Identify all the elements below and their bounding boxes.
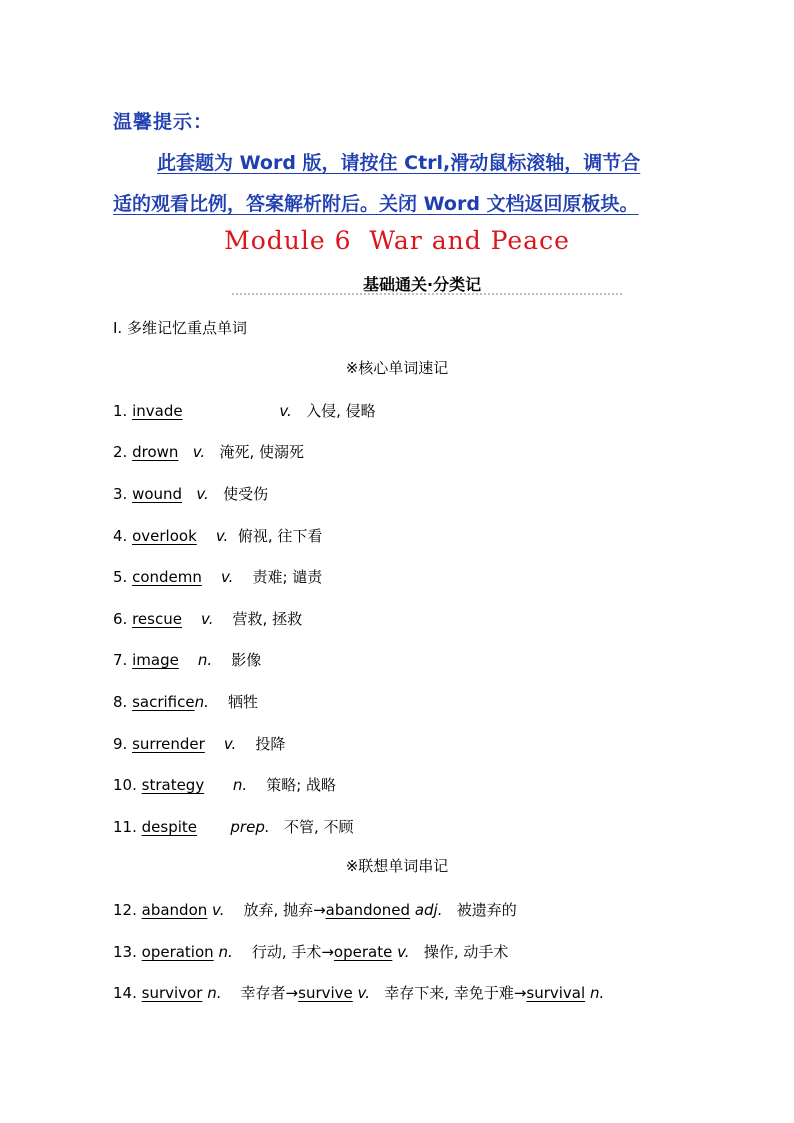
entry-word: overlook bbox=[132, 527, 197, 545]
entry-meaning: 牺牲 bbox=[227, 693, 258, 711]
derived-pos: v. bbox=[357, 984, 370, 1002]
entry-pos: n. bbox=[232, 776, 248, 794]
entry-number: 5. bbox=[113, 568, 128, 586]
vocab-entry bbox=[113, 816, 353, 837]
derived-meaning: 被遗弃的 bbox=[456, 901, 517, 919]
entry-meaning: 策略; 战略 bbox=[266, 776, 337, 794]
group-heading-assoc: ※联想单词串记 bbox=[345, 857, 449, 875]
vocab-entry bbox=[113, 400, 376, 421]
assoc-entry bbox=[113, 899, 517, 920]
vocab-entry bbox=[113, 608, 302, 629]
entry-meaning: 行动, 手术→ bbox=[251, 943, 334, 961]
entry-word: rescue bbox=[132, 610, 182, 628]
entry-pos: v. bbox=[201, 610, 214, 628]
derived-meaning: 操作, 动手术 bbox=[423, 943, 509, 961]
entry-pos: n. bbox=[197, 651, 213, 669]
vocab-entry bbox=[113, 566, 322, 587]
vocab-entry bbox=[113, 649, 261, 670]
entry-word: survivor bbox=[141, 984, 203, 1002]
tip-title: 温馨提示： bbox=[113, 111, 214, 133]
entry-meaning: 营救, 拯救 bbox=[232, 610, 303, 628]
entry-word: surrender bbox=[132, 735, 205, 753]
entry-pos: v. bbox=[196, 485, 209, 503]
entry-word: abandon bbox=[141, 901, 208, 919]
vocab-entry bbox=[113, 483, 268, 504]
tip-line-2: 适的观看比例，答案解析附后。关闭 Word 文档返回原板块。 bbox=[113, 193, 639, 215]
entry-number: 9. bbox=[113, 735, 128, 753]
entry-number: 14. bbox=[113, 984, 137, 1002]
vocab-entry bbox=[113, 733, 285, 754]
entry-word: invade bbox=[132, 402, 183, 420]
entry-pos: v. bbox=[212, 901, 225, 919]
vocab-entry bbox=[113, 525, 322, 546]
entry-number: 7. bbox=[113, 651, 128, 669]
entry-number: 8. bbox=[113, 693, 128, 711]
entry-word: strategy bbox=[141, 776, 205, 794]
entry-pos: v. bbox=[192, 443, 206, 461]
entry-number: 4. bbox=[113, 527, 128, 545]
derived-word: abandoned bbox=[325, 901, 411, 919]
entry-meaning: 使受伤 bbox=[223, 485, 269, 503]
entry-word: image bbox=[132, 651, 179, 669]
entry-pos: prep. bbox=[230, 818, 270, 836]
module-title: Module 6 War and Peace bbox=[224, 226, 570, 255]
derived-meaning: 幸存下来, 幸免于难→ bbox=[384, 984, 527, 1002]
assoc-entry bbox=[113, 941, 508, 962]
entry-meaning: 俯视, 往下看 bbox=[237, 527, 323, 545]
entry-number: 10. bbox=[113, 776, 137, 794]
entry-pos: v. bbox=[220, 568, 234, 586]
derived-word: operate bbox=[333, 943, 393, 961]
entry-meaning: 不管, 不顾 bbox=[283, 818, 354, 836]
derived-word-2: survival bbox=[526, 984, 586, 1002]
entry-meaning: 影像 bbox=[231, 651, 262, 669]
group-heading-core: ※核心单词速记 bbox=[345, 359, 449, 377]
entry-meaning: 幸存者→ bbox=[240, 984, 299, 1002]
entry-meaning: 入侵, 侵略 bbox=[306, 402, 376, 420]
vocab-entry bbox=[113, 774, 336, 795]
entry-word: operation bbox=[141, 943, 214, 961]
derived-word: survive bbox=[298, 984, 353, 1002]
entry-number: 12. bbox=[113, 901, 137, 919]
entry-number: 13. bbox=[113, 943, 137, 961]
entry-word: condemn bbox=[132, 568, 202, 586]
entry-word: drown bbox=[132, 443, 179, 461]
derived-pos: v. bbox=[397, 943, 410, 961]
entry-number: 3. bbox=[113, 485, 128, 503]
assoc-entry bbox=[113, 982, 604, 1003]
entry-pos: n. bbox=[194, 693, 209, 711]
dotted-divider bbox=[232, 293, 622, 295]
entry-pos: n. bbox=[207, 984, 222, 1002]
entry-number: 11. bbox=[113, 818, 137, 836]
vocab-entry bbox=[113, 691, 258, 712]
entry-number: 6. bbox=[113, 610, 128, 628]
derived-pos: adj. bbox=[414, 901, 443, 919]
tip-line-1: 此套题为 Word 版，请按住 Ctrl,滑动鼠标滚轴，调节合 bbox=[157, 152, 641, 174]
entry-pos: v. bbox=[215, 527, 229, 545]
entry-meaning: 投降 bbox=[255, 735, 286, 753]
entry-word: despite bbox=[141, 818, 198, 836]
entry-pos: v. bbox=[279, 402, 292, 420]
entry-word: wound bbox=[132, 485, 183, 503]
entry-meaning: 放弃, 抛弃→ bbox=[243, 901, 326, 919]
entry-word: sacrifice bbox=[132, 693, 195, 711]
entry-meaning: 淹死, 使溺死 bbox=[219, 443, 304, 461]
subsection-heading: Ⅰ. 多维记忆重点单词 bbox=[113, 319, 247, 337]
entry-meaning: 责难; 谴责 bbox=[252, 568, 323, 586]
entry-pos: v. bbox=[223, 735, 237, 753]
entry-number: 1. bbox=[113, 402, 128, 420]
derived-pos-2: n. bbox=[589, 984, 605, 1002]
vocab-entry bbox=[113, 441, 304, 462]
entry-pos: n. bbox=[218, 943, 233, 961]
entry-number: 2. bbox=[113, 443, 128, 461]
section-heading: 基础通关·分类记 bbox=[363, 275, 482, 294]
